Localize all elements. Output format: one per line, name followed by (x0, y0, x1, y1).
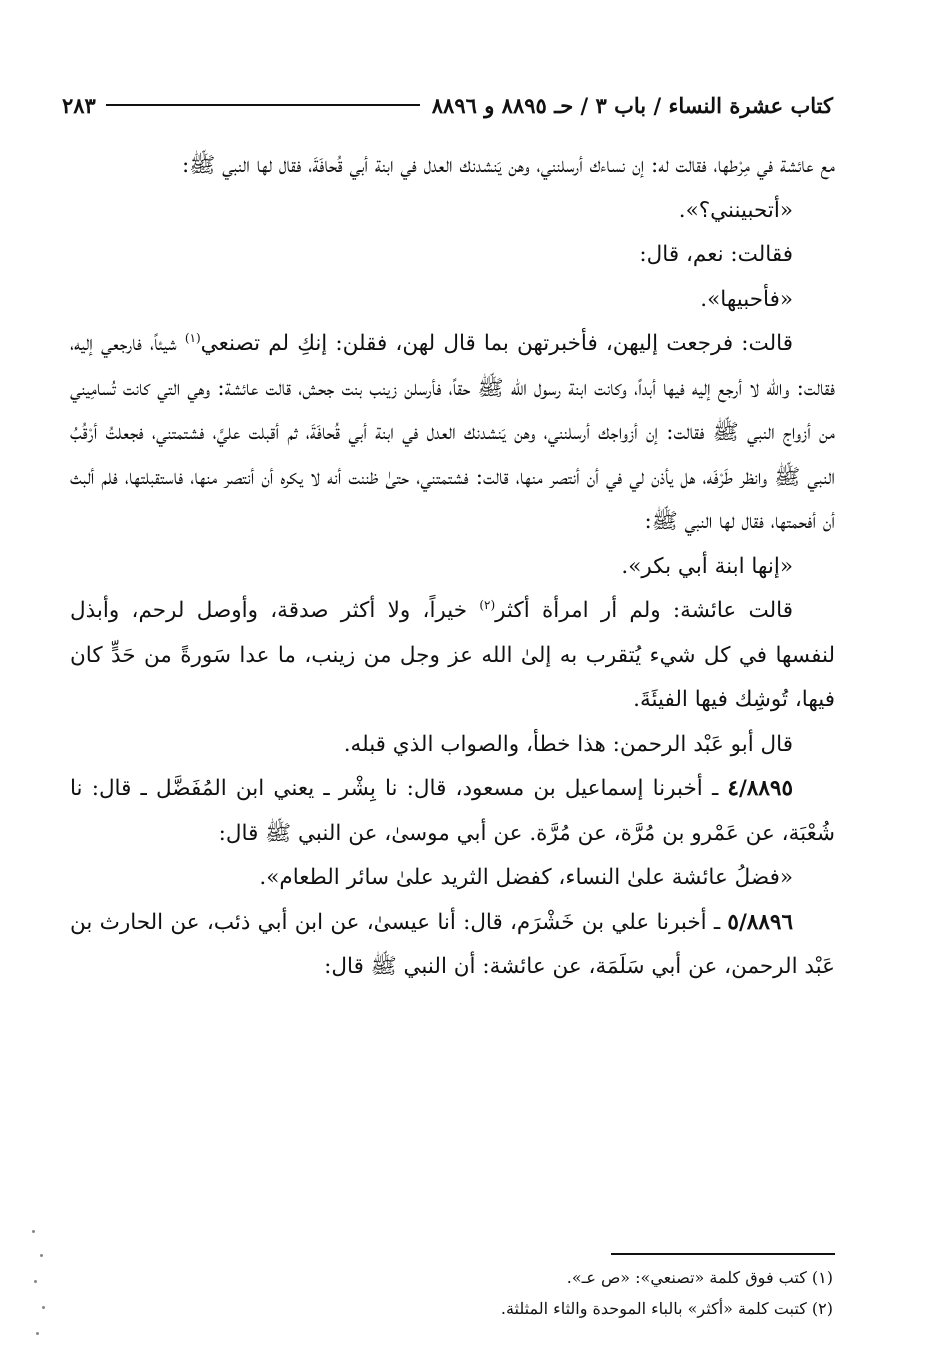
footnote-marker: (٢) (479, 597, 496, 612)
hadith-text: ـ أخبرنا إسماعيل بن مسعود، قال: نا بِشْر ـ يعني ابن المُفَضَّل ـ قال: نا شُعْبَة، عن عَمْرو بن مُرَّة، عن مُرَّة. عن أبي موسىٰ، عن النبي ﷺ قال: (70, 776, 835, 846)
header-rule (106, 104, 420, 106)
page-number: ٢٨٣ (62, 92, 96, 118)
footnote-marker: (١) (184, 330, 201, 345)
paragraph-text: قالت: فرجعت إليهن، فأخبرتهن بما قال لهن، فقلن: إنكِ لم تصنعي (200, 331, 793, 356)
narration-paragraph (70, 322, 835, 545)
quoted-line: «إنها ابنة أبي بكر». (621, 553, 793, 579)
quoted-line: «أتحبينني؟». (678, 197, 793, 223)
header-title: كتاب عشرة النساء / باب ٣ / حـ ٨٨٩٥ و ٨٨٩٦ (431, 92, 833, 118)
footnotes (80, 1262, 833, 1324)
quoted-line: قال أبو عَبْد الرحمن: هذا خطأ، والصواب الذي قبله. (343, 731, 793, 757)
paragraph-text-continued: خيراً، ولا أكثر صدقة، وأوصل لرحم، وأبذل لنفسها في كل شيء يُتقرب به إلىٰ الله عز وجل من زينب، ما عدا سَورةً من حَدٍّ كان فيها، تُوشِك فيها الفيئَةَ. (70, 598, 835, 712)
narration-paragraph (70, 589, 835, 723)
text-paragraph: مع عائشة في مِرْطها، فقالت له: إن نساءك أرسلنني، وهن يَنشدنك العدل في ابنة أبي قُحافَةَ، فقال لها النبي ﷺ: (182, 153, 835, 178)
quoted-line: فقالت: نعم، قال: (639, 242, 793, 267)
hadith-number: ٥/٨٨٩٦ (727, 909, 793, 935)
running-header (62, 88, 833, 122)
footnote-2: (٢) كتبت كلمة «أكثر» بالباء الموحدة والثاء المثلثة. (500, 1299, 833, 1318)
paragraph-text-continued: شيئاً، فارجعي إليه، فقالت: والله لا أرجع إليه فيها أبداً، وكانت ابنة رسول الله ﷺ حقاً، فأرسلن زينب بنت جحش، قالت عائشة: وهي التي كانت تُسامِيني من أزواج النبي ﷺ فقالت: إن أزواجك أرسلنني، وهن يَنشدنك العدل في ابنة أبي قُحافَةَ، ثم أقبلت عليَّ، فشتمتني، فجعلتُ أرْقُبُ النبي ﷺ وانظر طَرْفَه، هل يأذن لي في أن أنتصر منها، قالت: فشتمتني، حتىٰ ظننت أنه لا يكره أن أنتصر منها، فاستقبلتها، فلم ألبث أن أفحمتها، فقال لها النبي ﷺ: (70, 331, 835, 534)
footnote-separator (611, 1253, 835, 1255)
hadith-text: ـ أخبرنا علي بن خَشْرَم، قال: أنا عيسىٰ، عن ابن أبي ذئب، عن الحارث بن عَبْد الرحمن، عن أبي سَلَمَة، عن عائشة: أن النبي ﷺ قال: (70, 909, 835, 979)
paragraph-text: قالت عائشة: ولم أر امرأة أكثر (495, 598, 793, 623)
hadith-entry (70, 901, 835, 990)
main-text (70, 144, 835, 990)
quoted-line: «فضلُ عائشة علىٰ النساء، كفضل الثريد علىٰ سائر الطعام». (259, 865, 793, 890)
hadith-number: ٤/٨٨٩٥ (727, 776, 793, 801)
hadith-entry (70, 767, 835, 856)
footnote-1: (١) كتب فوق كلمة «تصنعي»: «ص عـ». (566, 1268, 833, 1287)
scan-margin-specks (28, 1220, 50, 1350)
quoted-line: «فأحبيها». (700, 286, 793, 312)
